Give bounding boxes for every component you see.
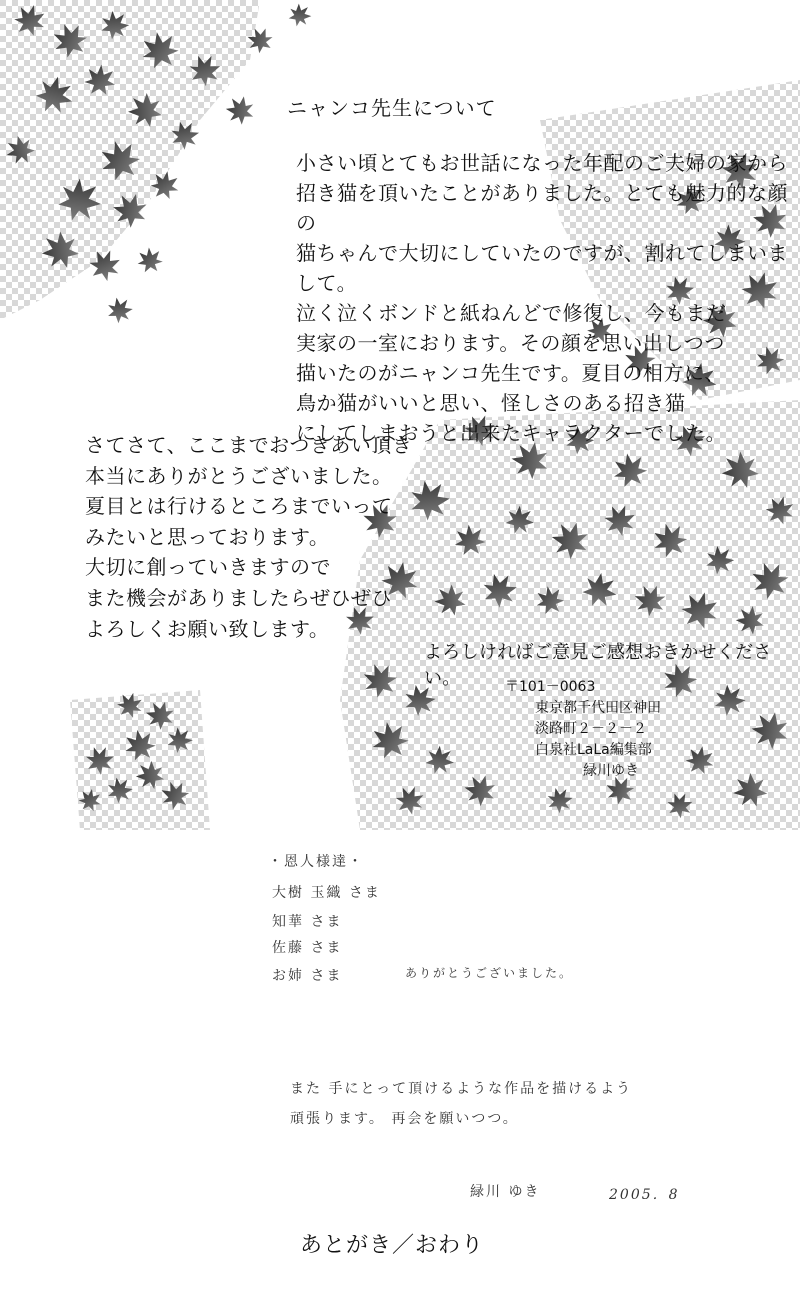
credits-title: ・恩人様達・ (268, 854, 364, 870)
credit-name: 佐藤 さま (272, 940, 343, 956)
mailing-address (505, 677, 661, 782)
thanks-line: また機会がありましたらぜひぜひ (85, 585, 392, 610)
closing-message (290, 1074, 632, 1134)
essay-line: 鳥か猫がいいと思い、怪しさのある招き猫 (296, 391, 686, 415)
closing-line: また 手にとって頂けるような作品を描けるよう (290, 1081, 633, 1097)
address-recipient: 緑川ゆき (583, 763, 639, 779)
address-line: 白泉社LaLa編集部 (535, 742, 652, 758)
address-line: 東京都千代田区神田 (535, 700, 661, 716)
essay-line: 小さい頃とてもお世話になった年配のご夫婦の家から (296, 151, 788, 175)
signature-date: 2005．8 (609, 1187, 680, 1203)
thanks-line: よろしくお願い致します。 (85, 616, 330, 641)
thanks-line: さてさて、ここまでおつきあい頂き (85, 433, 413, 457)
credit-name: 知華 さま (272, 914, 343, 930)
end-title: あとがき／おわり (300, 1233, 485, 1258)
closing-line: 頑張ります。 再会を願いつつ。 (290, 1111, 519, 1127)
essay-body (296, 148, 800, 448)
author-signature: 緑川 ゆき (470, 1184, 541, 1200)
feedback-request: よろしければご意見ご感想おきかせください。 (424, 642, 772, 689)
essay-title: ニャンコ先生について (287, 96, 497, 120)
thanks-line: 夏目とは行けるところまでいって (85, 494, 393, 519)
essay-line: 泣く泣くボンドと紙ねんどで修復し、今もまだ (296, 301, 727, 325)
credit-name: 大樹 玉織 さま (272, 885, 381, 901)
thanks-line: みたいと思っております。 (85, 524, 330, 549)
thanks-line: 大切に創っていきますので (85, 555, 331, 580)
essay-line: 実家の一室におります。その顔を思い出しつつ (296, 331, 725, 355)
thanks-line: 本当にありがとうございました。 (85, 463, 393, 488)
credits-thanks-note: ありがとうございました。 (405, 966, 574, 980)
essay-line: 描いたのがニャンコ先生です。夏目の相方に、 (296, 361, 725, 385)
credit-name: お姉 さま (272, 968, 343, 984)
address-line: 淡路町２－２－２ (535, 721, 647, 737)
essay-line: 猫ちゃんで大切にしていたのですが、割れてしまいまして。 (296, 241, 788, 295)
essay-line: 招き猫を頂いたことがありました。とても魅力的な顔の (296, 181, 788, 235)
essay-line: にしてしまおうと出来たキャラクターでした。 (296, 421, 727, 445)
thanks-paragraph (85, 430, 412, 644)
postal-code: 〒101－0063 (505, 679, 596, 695)
